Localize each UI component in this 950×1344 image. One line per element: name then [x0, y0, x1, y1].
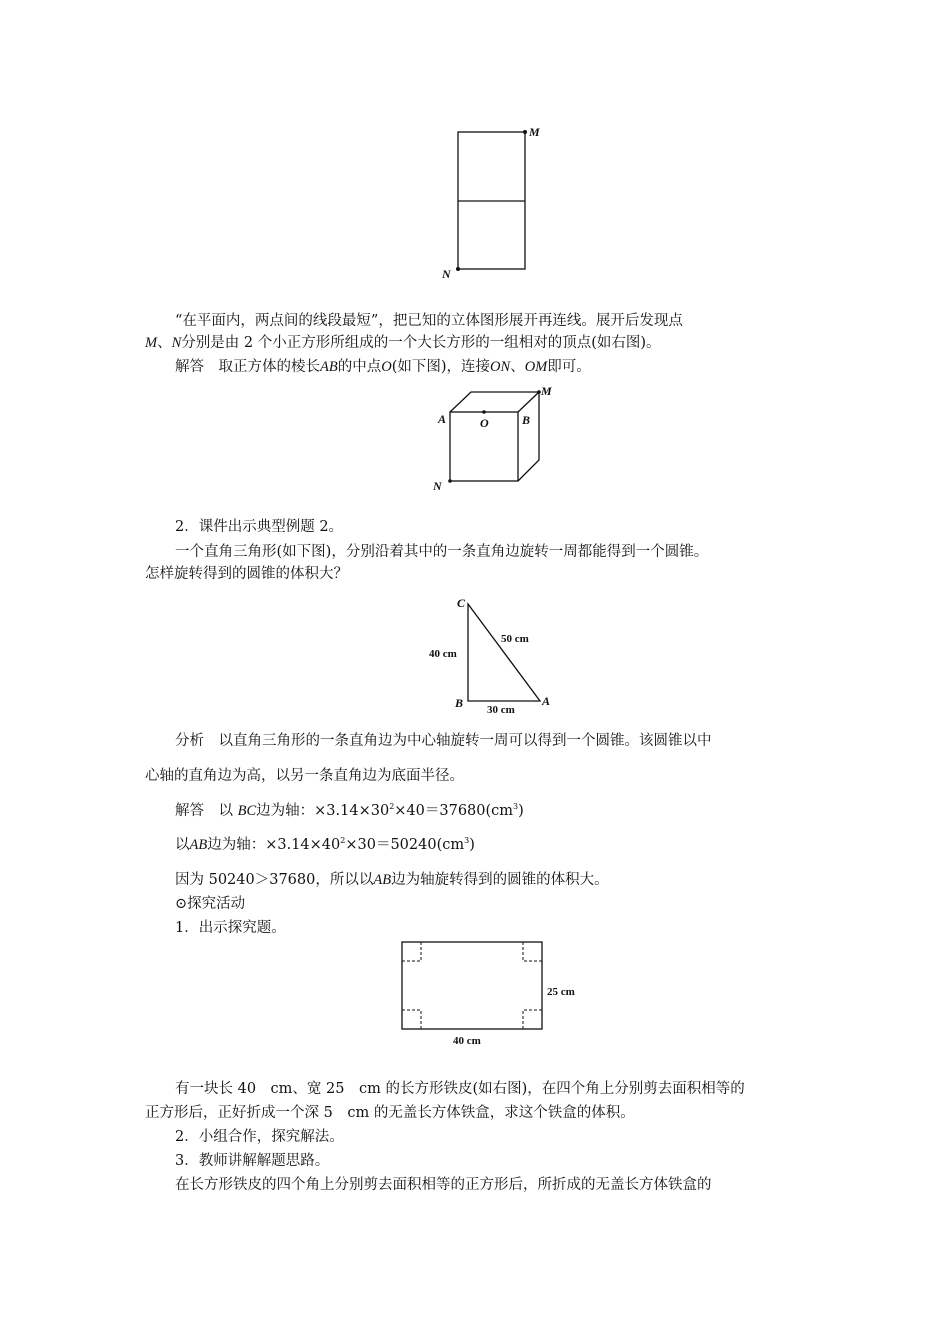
paragraph-9	[145, 800, 810, 822]
label-n: N	[433, 479, 442, 493]
cube-top-edges	[450, 392, 539, 412]
p9-lead: 解答 以	[175, 803, 233, 819]
p11-lead: 因为 50240＞37680，所以以	[175, 872, 374, 888]
p10-lead: 以	[175, 837, 190, 853]
exponent: 2	[389, 802, 395, 812]
cube-figure	[425, 380, 565, 500]
sep: 、	[510, 359, 525, 375]
paragraph-5: 一个直角三角形(如下图)，分别沿着其中的一条直角边旋转一周都能得到一个圆锥。	[175, 544, 709, 560]
paragraph-14: 有一块长 40 cm、宽 25 cm 的长方形铁皮(如右图)，在四个角上分别剪去面积相等的	[175, 1081, 745, 1097]
p3-lead: 解答 取正方体的棱长	[175, 359, 320, 375]
dim-ac: 50 cm	[501, 633, 529, 645]
paragraph-15: 正方形后，正好折成一个深 5 cm 的无盖长方体铁盒，求这个铁盒的体积。	[145, 1105, 635, 1121]
paragraph-11	[145, 869, 810, 891]
p11-tail: 边为轴旋转得到的圆锥的体积大。	[391, 872, 609, 888]
cut-corner-bottom-left	[402, 1010, 421, 1029]
paragraph-10	[145, 834, 810, 856]
label-m: M	[541, 384, 552, 398]
paragraph-8: 心轴的直角边为高，以另一条直角边为底面半径。	[145, 768, 464, 784]
point-m	[523, 130, 527, 134]
label-a: A	[542, 694, 551, 708]
var-om: OM	[524, 359, 548, 375]
paragraph-6: 怎样旋转得到的圆锥的体积大？	[145, 566, 348, 582]
paragraph-7: 分析 以直角三角形的一条直角边为中心轴旋转一周可以得到一个圆锥。该圆锥以中	[175, 733, 712, 749]
p2-text: 分别是由 2 个小正方形所组成的一个大长方形的一组相对的顶点(如右图)。	[181, 335, 661, 351]
var-ab: AB	[373, 872, 392, 888]
p10-tail: )	[469, 837, 475, 853]
dim-bc: 40 cm	[429, 648, 457, 660]
var-bc: BC	[237, 803, 257, 819]
p9-mid2: ×40＝37680(cm	[394, 803, 514, 819]
cube-side-edges	[518, 392, 539, 481]
paragraph-3	[145, 356, 810, 378]
label-m: M	[529, 125, 540, 139]
paragraph-4: 2．课件出示典型例题 2。	[175, 519, 344, 535]
point-n	[448, 479, 452, 483]
label-o: O	[480, 416, 489, 430]
dim-width: 40 cm	[453, 1035, 481, 1047]
dim-ab: 30 cm	[487, 704, 515, 716]
p9-tail: )	[518, 803, 524, 819]
paragraph-1: “在平面内，两点间的线段最短”，把已知的立体图形展开再连线。展开后发现点	[175, 313, 683, 329]
paragraph-13: 1．出示探究题。	[175, 920, 286, 936]
p9-mid: 边为轴：×3.14×30	[256, 803, 390, 819]
p3-mid: 的中点	[337, 359, 382, 375]
exponent: 3	[513, 802, 519, 812]
sep: 、	[157, 335, 172, 351]
cut-corner-bottom-right	[523, 1010, 542, 1029]
section-heading: ⊙探究活动	[175, 896, 246, 912]
label-b: B	[455, 696, 464, 710]
var-m: M	[145, 335, 158, 351]
p10-mid2: ×30＝50240(cm	[345, 837, 465, 853]
p10-mid: 边为轴：×3.14×40	[207, 837, 341, 853]
paragraph-2	[145, 332, 810, 354]
exponent: 2	[340, 836, 346, 846]
p3-tail: 即可。	[547, 359, 591, 375]
label-n: N	[442, 267, 451, 281]
cut-corner-top-right	[523, 942, 542, 961]
var-n: N	[171, 335, 182, 351]
cut-corner-top-left	[402, 942, 421, 961]
var-ab: AB	[189, 837, 208, 853]
paragraph-16: 2．小组合作，探究解法。	[175, 1129, 344, 1145]
paragraph-17: 3．教师讲解解题思路。	[175, 1153, 330, 1169]
var-ab: AB	[320, 359, 338, 375]
paragraph-18: 在长方形铁皮的四个角上分别剪去面积相等的正方形后，所折成的无盖长方体铁盒的	[175, 1177, 712, 1193]
triangle-figure	[425, 590, 565, 720]
sheet-outline	[402, 942, 542, 1029]
sheet-figure	[395, 935, 595, 1050]
triangle-outline	[468, 604, 540, 701]
label-a: A	[438, 412, 447, 426]
var-on: ON	[490, 359, 511, 375]
point-o	[482, 410, 486, 414]
dim-height: 25 cm	[547, 986, 575, 998]
point-n	[456, 267, 460, 271]
var-o: O	[381, 359, 392, 375]
label-c: C	[457, 596, 466, 610]
net-figure	[438, 122, 558, 282]
label-b: B	[522, 413, 531, 427]
exponent: 3	[464, 836, 470, 846]
p3-mid2: (如下图)，连接	[391, 359, 491, 375]
